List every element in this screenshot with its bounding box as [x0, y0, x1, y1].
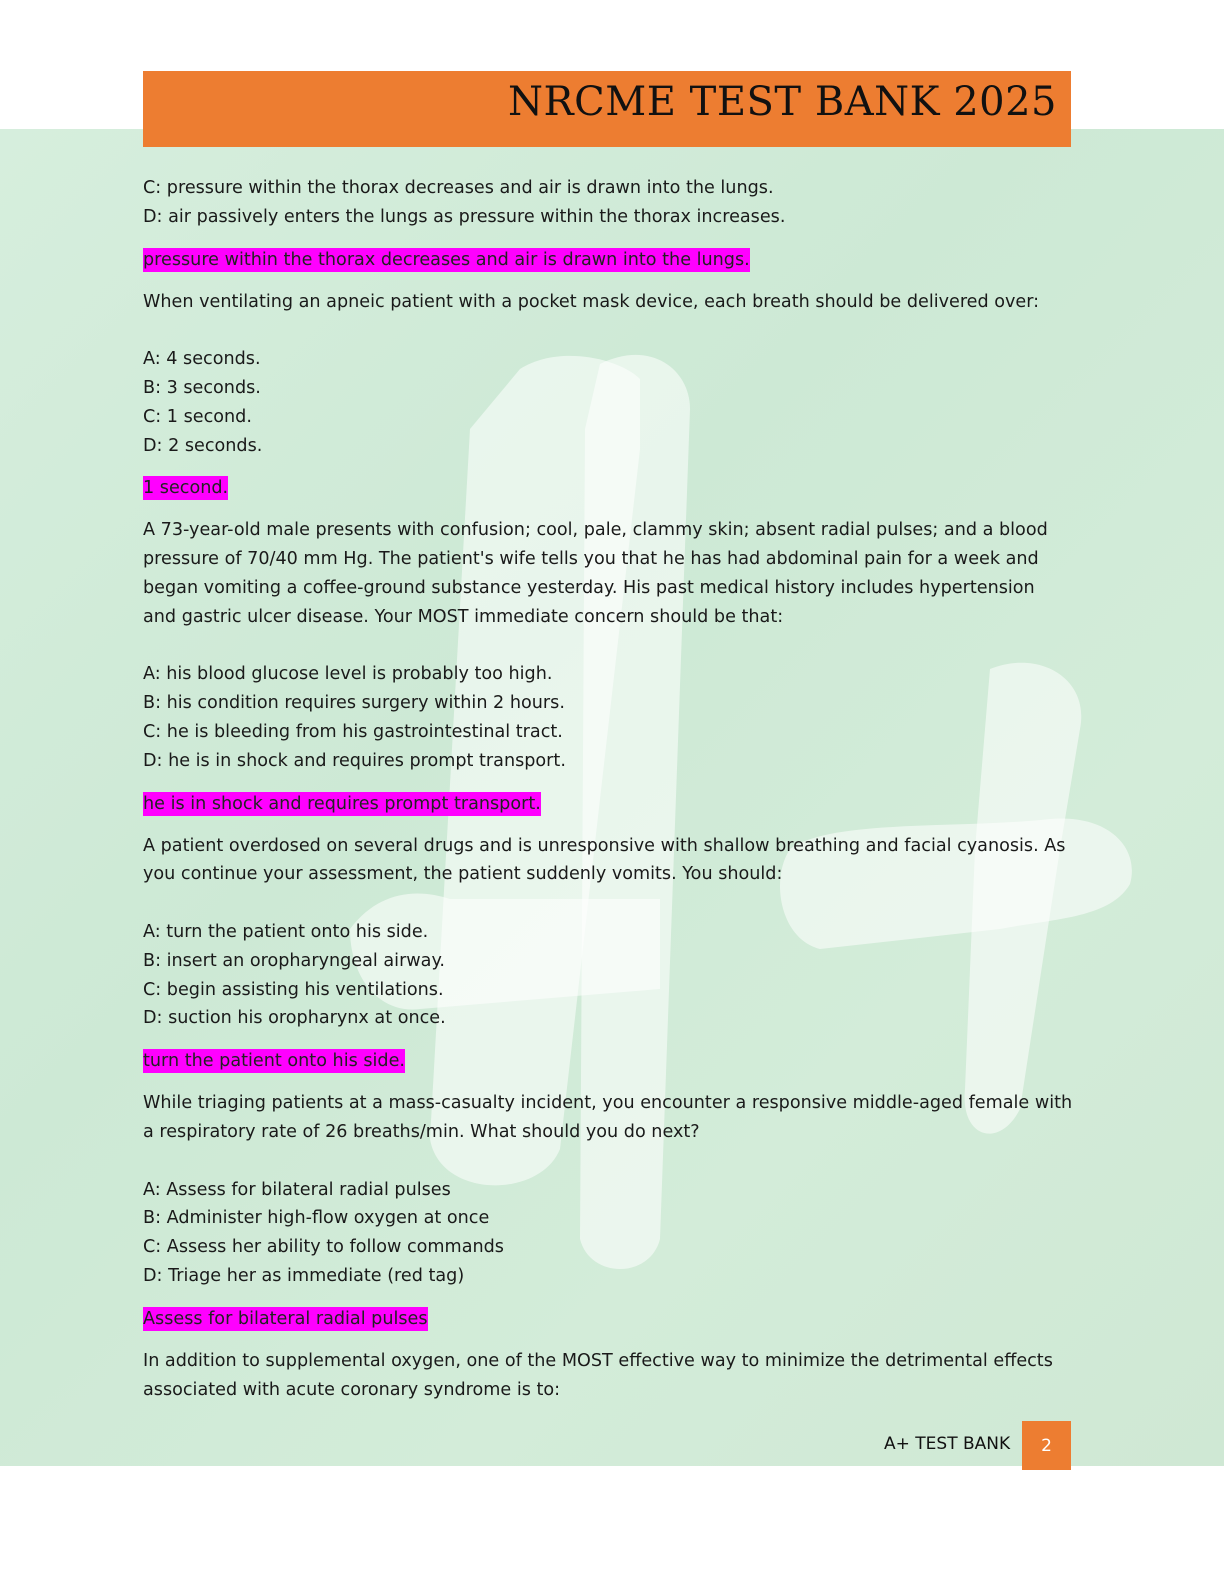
header-bar	[143, 71, 1071, 147]
option-c: C: begin assisting his ventilations.	[143, 979, 444, 1000]
option-b: B: insert an oropharyngeal airway.	[143, 950, 445, 971]
question-5	[143, 1347, 1073, 1405]
question-text: A patient overdosed on several drugs and is unresponsive with shallow breathing and facial cyanosis. As you continue your assessment, the patient suddenly vomits. You should:	[143, 835, 1066, 885]
answer-highlight: 1 second.	[143, 478, 229, 499]
lead-options	[143, 174, 1073, 232]
option-c: C: 1 second.	[143, 406, 252, 427]
answer-highlight: turn the patient onto his side.	[143, 1051, 405, 1072]
page-number: 2	[1022, 1421, 1071, 1470]
option-d: D: 2 seconds.	[143, 435, 263, 456]
option-a: A: 4 seconds.	[143, 349, 261, 370]
question-3	[143, 832, 1073, 1034]
option-d: D: air passively enters the lungs as pressure within the thorax increases.	[143, 206, 786, 227]
option-a: A: turn the patient onto his side.	[143, 921, 429, 942]
option-b: B: Administer high-flow oxygen at once	[143, 1208, 490, 1229]
answer-highlight: he is in shock and requires prompt transport.	[143, 793, 541, 814]
question-content	[143, 174, 1073, 1404]
question-text: While triaging patients at a mass-casualty incident, you encounter a responsive middle-aged female with a respiratory rate of 26 breaths/min. What should you do next?	[143, 1093, 1073, 1142]
option-a: A: Assess for bilateral radial pulses	[143, 1179, 451, 1200]
option-d: D: suction his oropharynx at once.	[143, 1008, 446, 1029]
answer-highlight: Assess for bilateral radial pulses	[143, 1308, 428, 1329]
option-a: A: his blood glucose level is probably too high.	[143, 664, 553, 685]
question-text: A 73-year-old male presents with confusion; cool, pale, clammy skin; absent radial pulses; and a blood pressure of 70/40 mm Hg. The patient's wife tells you that he has had abdominal pain for a week and began vomiting a coffee-ground substance yesterday. His past medical history includes hypertension and gastric ulcer disease. Your MOST immediate concern should be that:	[143, 520, 1048, 627]
footer-label: A+ TEST BANK	[884, 1434, 1011, 1454]
question-4	[143, 1089, 1073, 1291]
question-text: When ventilating an apneic patient with a pocket mask device, each breath should be delivered over:	[143, 291, 1040, 312]
page-title: NRCME TEST BANK 2025	[508, 79, 1057, 125]
option-b: B: his condition requires surgery within 2 hours.	[143, 693, 565, 714]
option-c: C: he is bleeding from his gastrointestinal tract.	[143, 721, 563, 742]
option-c: C: pressure within the thorax decreases and air is drawn into the lungs.	[143, 178, 774, 198]
option-d: D: he is in shock and requires prompt transport.	[143, 750, 566, 771]
option-d: D: Triage her as immediate (red tag)	[143, 1265, 465, 1286]
option-c: C: Assess her ability to follow commands	[143, 1237, 504, 1258]
question-2	[143, 516, 1073, 775]
question-text: In addition to supplemental oxygen, one of the MOST effective way to minimize the detrimental effects associated with acute coronary syndrome is to:	[143, 1350, 1053, 1400]
option-b: B: 3 seconds.	[143, 377, 261, 398]
answer-highlight: pressure within the thorax decreases and air is drawn into the lungs.	[143, 249, 750, 270]
question-1	[143, 288, 1073, 461]
